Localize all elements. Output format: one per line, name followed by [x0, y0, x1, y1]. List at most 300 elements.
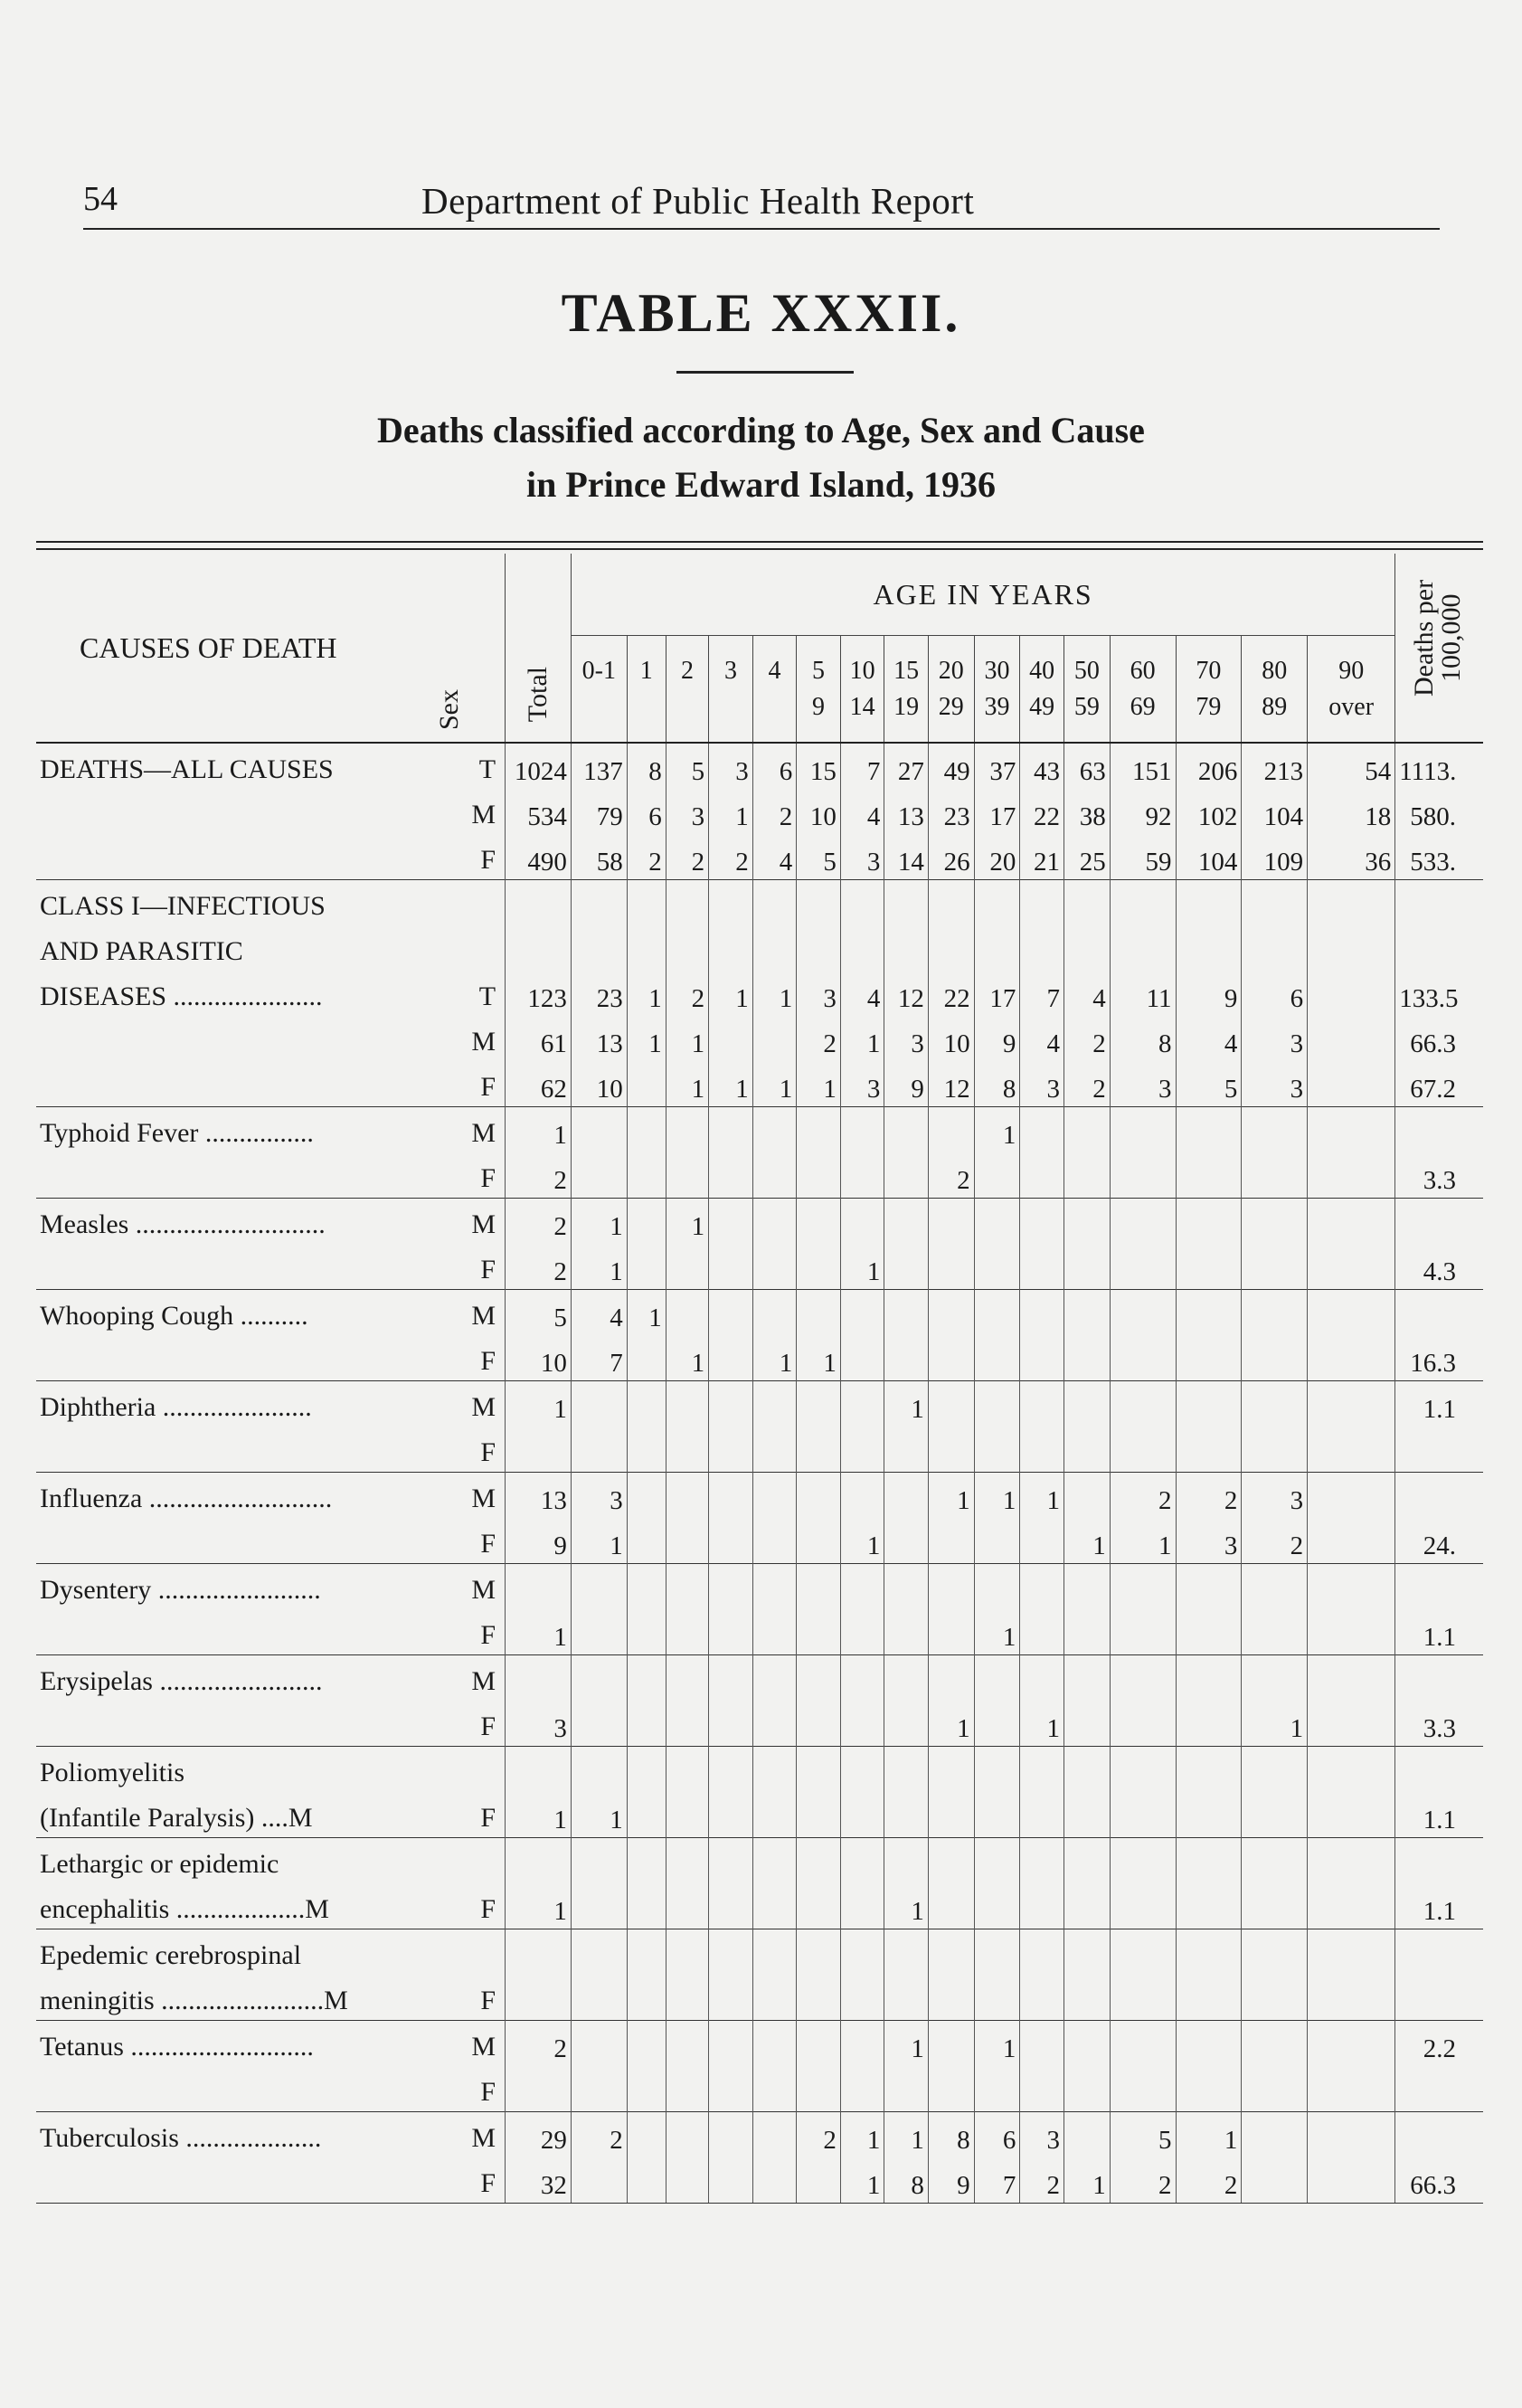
age-count-cell: 2 [1176, 1473, 1242, 1519]
sex-code: M [471, 2032, 496, 2062]
total-cell: 1 [506, 1883, 572, 1929]
age-count-cell [752, 2021, 797, 2067]
age-count-cell: 1 [571, 1199, 627, 1245]
sex-code: F [480, 1437, 496, 1467]
age-count-cell [627, 2066, 666, 2112]
table-row [36, 1929, 1483, 1976]
age-count-cell: 1 [884, 1883, 929, 1929]
age-count-cell [752, 1199, 797, 1245]
rate-cell: 66.3 [1395, 1016, 1483, 1061]
age-count-cell: 1 [928, 1473, 974, 1519]
table-subtitle-line-2: in Prince Edward Island, 1936 [526, 464, 996, 505]
cause-text: Poliomyelitis [40, 1758, 185, 1787]
age-bin-top: 90 [1338, 656, 1365, 685]
age-count-cell [1110, 1792, 1176, 1838]
age-bin-header [752, 636, 797, 744]
age-bin-header [666, 636, 708, 744]
age-count-cell [884, 1655, 929, 1702]
age-count-cell [571, 1655, 627, 1702]
total-cell: 1 [506, 1107, 572, 1153]
age-count-cell [666, 1381, 708, 1427]
age-count-cell [1176, 1244, 1242, 1290]
age-count-cell: 1 [752, 1335, 797, 1381]
age-count-cell [974, 1381, 1020, 1427]
age-count-cell: 4 [571, 1290, 627, 1336]
cause-label [36, 1655, 506, 1702]
age-count-cell [797, 1199, 841, 1245]
age-count-cell [797, 1929, 841, 1976]
age-count-cell: 8 [974, 1061, 1020, 1107]
age-count-cell: 36 [1308, 834, 1395, 880]
rate-cell: 66.3 [1395, 2157, 1483, 2204]
age-count-cell: 1 [840, 2112, 884, 2158]
table-row [36, 743, 1483, 789]
age-count-cell [752, 1929, 797, 1976]
age-count-cell: 92 [1110, 789, 1176, 834]
age-count-cell: 54 [1308, 743, 1395, 789]
age-count-cell [1242, 1564, 1308, 1610]
age-count-cell [666, 1290, 708, 1336]
rate-cell [1395, 1929, 1483, 1976]
age-bin-bottom: 69 [1130, 692, 1156, 721]
age-count-cell [797, 1655, 841, 1702]
total-cell [506, 1975, 572, 2021]
age-count-cell: 8 [627, 743, 666, 789]
age-count-cell [1064, 1609, 1110, 1655]
age-count-cell [571, 1107, 627, 1153]
age-count-cell: 17 [974, 789, 1020, 834]
sex-code: F [480, 2168, 496, 2198]
age-count-cell: 2 [666, 834, 708, 880]
age-count-cell: 59 [1110, 834, 1176, 880]
age-count-cell [571, 925, 627, 971]
age-count-cell [1064, 2112, 1110, 2158]
age-count-cell [928, 1792, 974, 1838]
cause-text: Dysentery ........................ [40, 1575, 321, 1605]
age-count-cell: 2 [666, 971, 708, 1016]
age-bin-top: 2 [680, 656, 694, 685]
age-count-cell [974, 1929, 1020, 1976]
age-count-cell [1110, 1199, 1176, 1245]
table-row [36, 1747, 1483, 1793]
age-count-cell: 1 [797, 1335, 841, 1381]
age-count-cell: 1 [884, 2021, 929, 2067]
age-count-cell [1020, 1290, 1064, 1336]
age-count-cell: 7 [571, 1335, 627, 1381]
age-count-cell: 9 [1176, 971, 1242, 1016]
age-count-cell [884, 2066, 929, 2112]
age-count-cell: 1 [840, 1016, 884, 1061]
age-count-cell: 1 [974, 1107, 1020, 1153]
age-count-cell [974, 925, 1020, 971]
age-count-cell [1110, 1838, 1176, 1884]
age-count-cell [974, 1655, 1020, 1702]
age-count-cell: 2 [752, 789, 797, 834]
age-count-cell [1110, 1381, 1176, 1427]
rate-cell: 4.3 [1395, 1244, 1483, 1290]
age-count-cell [571, 2157, 627, 2204]
age-count-cell [928, 1427, 974, 1473]
age-count-cell [974, 1701, 1020, 1747]
age-count-cell [928, 1883, 974, 1929]
age-count-cell: 3 [1242, 1473, 1308, 1519]
total-cell: 1 [506, 1609, 572, 1655]
age-count-cell: 3 [1242, 1061, 1308, 1107]
rate-cell: 1.1 [1395, 1792, 1483, 1838]
causes-of-death-header [36, 554, 506, 743]
age-count-cell [752, 1518, 797, 1564]
age-count-cell [666, 1655, 708, 1702]
cause-label [36, 2157, 506, 2204]
age-count-cell: 6 [974, 2112, 1020, 2158]
sex-code: M [471, 1484, 496, 1513]
age-count-cell: 3 [571, 1473, 627, 1519]
age-count-cell [1308, 880, 1395, 926]
age-count-cell [884, 925, 929, 971]
total-cell: 62 [506, 1061, 572, 1107]
age-count-cell [1064, 1838, 1110, 1884]
age-count-cell [752, 1655, 797, 1702]
age-count-cell: 6 [1242, 971, 1308, 1016]
age-count-cell [709, 1792, 753, 1838]
age-count-cell [1020, 925, 1064, 971]
age-count-cell: 1 [840, 1244, 884, 1290]
age-count-cell [797, 1883, 841, 1929]
age-count-cell: 2 [1110, 1473, 1176, 1519]
age-count-cell [1242, 1747, 1308, 1793]
age-count-cell [1110, 880, 1176, 926]
age-count-cell [1020, 1792, 1064, 1838]
age-count-cell [797, 1381, 841, 1427]
age-count-cell: 1 [709, 1061, 753, 1107]
age-count-cell [840, 1883, 884, 1929]
age-count-cell [884, 1564, 929, 1610]
age-count-cell [1242, 1199, 1308, 1245]
sex-code: F [480, 1620, 496, 1650]
age-count-cell [1308, 1929, 1395, 1976]
age-count-cell: 10 [928, 1016, 974, 1061]
age-count-cell: 1 [666, 1335, 708, 1381]
age-count-cell [1242, 1381, 1308, 1427]
age-count-cell [1020, 1747, 1064, 1793]
age-count-cell [840, 1290, 884, 1336]
rate-cell: 3.3 [1395, 1152, 1483, 1199]
sex-code: M [471, 1301, 496, 1331]
age-count-cell [840, 1655, 884, 1702]
total-cell [506, 1655, 572, 1702]
age-in-years-header: AGE IN YEARS [571, 554, 1394, 636]
age-count-cell [1308, 1655, 1395, 1702]
age-count-cell [1020, 1883, 1064, 1929]
age-count-cell [1064, 1655, 1110, 1702]
age-count-cell [1176, 1199, 1242, 1245]
age-count-cell [1020, 1335, 1064, 1381]
total-label: Total [523, 666, 553, 722]
age-count-cell [1242, 2066, 1308, 2112]
age-count-cell [1308, 1747, 1395, 1793]
age-count-cell: 2 [1176, 2157, 1242, 2204]
age-bin-bottom: 59 [1073, 692, 1100, 721]
age-count-cell [666, 1609, 708, 1655]
age-count-cell: 79 [571, 789, 627, 834]
age-count-cell [1064, 1244, 1110, 1290]
age-count-cell [709, 1244, 753, 1290]
age-count-cell [709, 925, 753, 971]
age-count-cell: 2 [571, 2112, 627, 2158]
age-count-cell: 1 [627, 1290, 666, 1336]
rate-cell: 3.3 [1395, 1701, 1483, 1747]
rate-cell [1395, 1473, 1483, 1519]
age-count-cell [1308, 1518, 1395, 1564]
age-count-cell [666, 1152, 708, 1199]
age-count-cell [752, 1290, 797, 1336]
age-count-cell: 1 [974, 1473, 1020, 1519]
age-count-cell [1064, 1427, 1110, 1473]
table-row [36, 2157, 1483, 2204]
sex-code: F [480, 1255, 496, 1285]
age-count-cell [1242, 1152, 1308, 1199]
running-title: Department of Public Health Report [421, 180, 975, 222]
age-count-cell [884, 1107, 929, 1153]
age-count-cell [928, 1975, 974, 2021]
cause-label [36, 1473, 506, 1519]
age-count-cell [1110, 1975, 1176, 2021]
age-count-cell [840, 1199, 884, 1245]
age-count-cell [1064, 1564, 1110, 1610]
table-row [36, 834, 1483, 880]
total-cell: 29 [506, 2112, 572, 2158]
rate-cell: 1.1 [1395, 1609, 1483, 1655]
age-count-cell [1308, 1473, 1395, 1519]
rate-cell [1395, 2066, 1483, 2112]
table-row [36, 1473, 1483, 1519]
age-count-cell [571, 1564, 627, 1610]
age-count-cell: 1 [840, 2157, 884, 2204]
rate-cell: 2.2 [1395, 2021, 1483, 2067]
age-count-cell [974, 2066, 1020, 2112]
age-count-cell [709, 1655, 753, 1702]
cause-label [36, 1107, 506, 1153]
cause-label [36, 2112, 506, 2158]
age-count-cell [884, 1473, 929, 1519]
cause-text: Tuberculosis .................... [40, 2123, 322, 2153]
age-count-cell [627, 1199, 666, 1245]
age-bin-top: 0-1 [581, 656, 616, 685]
age-bin-bottom [572, 689, 627, 725]
age-count-cell [1064, 1975, 1110, 2021]
table-row [36, 1564, 1483, 1610]
age-count-cell [752, 1381, 797, 1427]
cause-text: meningitis ........................M [40, 1986, 348, 2015]
age-count-cell [928, 1747, 974, 1793]
rate-cell [1395, 1838, 1483, 1884]
age-count-cell [1020, 1975, 1064, 2021]
age-count-cell [974, 880, 1020, 926]
age-count-cell [752, 1473, 797, 1519]
age-count-cell: 23 [928, 789, 974, 834]
age-count-cell [709, 1747, 753, 1793]
age-count-cell: 3 [709, 743, 753, 789]
age-count-cell: 8 [1110, 1016, 1176, 1061]
cause-text: CLASS I—INFECTIOUS [40, 891, 326, 921]
age-count-cell [1110, 2066, 1176, 2112]
age-count-cell [1064, 1381, 1110, 1427]
age-bin-bottom [753, 689, 797, 725]
age-count-cell: 1 [1064, 1518, 1110, 1564]
age-count-cell [1064, 2066, 1110, 2112]
table-row [36, 1609, 1483, 1655]
total-cell [506, 880, 572, 926]
cause-label [36, 1838, 506, 1884]
age-bin-header [709, 636, 753, 744]
age-count-cell: 104 [1176, 834, 1242, 880]
table-row [36, 971, 1483, 1016]
age-bin-bottom: 39 [984, 692, 1010, 721]
age-count-cell [840, 880, 884, 926]
total-cell: 5 [506, 1290, 572, 1336]
sex-header [434, 689, 465, 743]
age-count-cell [928, 925, 974, 971]
age-count-cell [928, 1518, 974, 1564]
cause-label [36, 1199, 506, 1245]
age-count-cell [797, 1701, 841, 1747]
age-bin-header [840, 636, 884, 744]
age-count-cell [666, 1747, 708, 1793]
age-count-cell [1176, 1701, 1242, 1747]
age-count-cell [627, 1335, 666, 1381]
age-count-cell [752, 1107, 797, 1153]
table-top-rule-2 [36, 548, 1483, 550]
table-row [36, 1792, 1483, 1838]
age-count-cell [928, 2021, 974, 2067]
age-count-cell [709, 1609, 753, 1655]
total-cell: 10 [506, 1335, 572, 1381]
sex-code: M [471, 1575, 496, 1605]
page-number: 54 [83, 180, 118, 218]
age-count-cell [709, 2157, 753, 2204]
age-count-cell [709, 1975, 753, 2021]
age-count-cell: 7 [974, 2157, 1020, 2204]
sex-code: F [480, 1711, 496, 1741]
total-cell: 2 [506, 2021, 572, 2067]
rate-cell [1395, 1655, 1483, 1702]
age-count-cell [709, 1427, 753, 1473]
age-count-cell [797, 2157, 841, 2204]
age-count-cell [709, 2066, 753, 2112]
age-count-cell [1020, 1518, 1064, 1564]
age-bin-top: 15 [893, 656, 920, 685]
age-count-cell [752, 2112, 797, 2158]
age-count-cell [666, 2021, 708, 2067]
age-count-cell [1308, 1838, 1395, 1884]
age-count-cell [666, 1564, 708, 1610]
age-count-cell: 1 [709, 971, 753, 1016]
total-cell: 2 [506, 1152, 572, 1199]
age-count-cell [752, 1244, 797, 1290]
age-bin-header [1176, 636, 1242, 744]
age-count-cell [752, 1152, 797, 1199]
cause-label [36, 1975, 506, 2021]
deaths-per-100000-header [1395, 554, 1483, 743]
age-count-cell [627, 1244, 666, 1290]
age-count-cell [1020, 1427, 1064, 1473]
cause-text: Tetanus ........................... [40, 2032, 314, 2062]
table-row [36, 1655, 1483, 1702]
age-count-cell [840, 1838, 884, 1884]
sex-code: F [480, 1803, 496, 1833]
age-count-cell [1110, 925, 1176, 971]
age-count-cell: 3 [1110, 1061, 1176, 1107]
age-count-cell [884, 1290, 929, 1336]
rate-cell: 1113. [1395, 743, 1483, 789]
total-cell [506, 1929, 572, 1976]
age-bin-top: 40 [1029, 656, 1055, 685]
age-count-cell [797, 2066, 841, 2112]
age-count-cell [1308, 1107, 1395, 1153]
age-count-cell [1176, 1381, 1242, 1427]
total-cell: 490 [506, 834, 572, 880]
age-count-cell [1020, 1244, 1064, 1290]
age-count-cell [1308, 1883, 1395, 1929]
age-count-cell [666, 1518, 708, 1564]
age-count-cell: 1 [571, 1244, 627, 1290]
cause-label [36, 1061, 506, 1107]
age-count-cell: 2 [928, 1152, 974, 1199]
total-cell [506, 1838, 572, 1884]
age-count-cell: 18 [1308, 789, 1395, 834]
cause-text: Whooping Cough .......... [40, 1301, 308, 1331]
age-count-cell [1064, 1152, 1110, 1199]
age-count-cell [627, 1701, 666, 1747]
age-count-cell [884, 1335, 929, 1381]
age-count-cell [797, 1792, 841, 1838]
age-count-cell [1308, 1199, 1395, 1245]
age-bin-bottom: 14 [849, 692, 875, 721]
age-count-cell [1020, 1609, 1064, 1655]
age-count-cell: 1 [974, 1609, 1020, 1655]
age-count-cell [627, 1473, 666, 1519]
age-count-cell [797, 1838, 841, 1884]
cause-label [36, 1609, 506, 1655]
age-count-cell [1242, 925, 1308, 971]
sex-code: F [480, 1894, 496, 1924]
age-count-cell [797, 1107, 841, 1153]
age-count-cell [752, 1883, 797, 1929]
cause-label [36, 1929, 506, 1976]
total-header [506, 554, 572, 743]
age-count-cell: 4 [1176, 1016, 1242, 1061]
age-count-cell [840, 1473, 884, 1519]
age-count-cell [1176, 1655, 1242, 1702]
age-count-cell [1176, 1152, 1242, 1199]
age-count-cell: 2 [1242, 1518, 1308, 1564]
age-count-cell: 1 [752, 971, 797, 1016]
age-count-cell [571, 1929, 627, 1976]
age-count-cell: 4 [1064, 971, 1110, 1016]
age-count-cell [571, 1152, 627, 1199]
cause-label [36, 1244, 506, 1290]
age-count-cell [627, 1975, 666, 2021]
age-count-cell [1110, 1609, 1176, 1655]
age-count-cell [797, 1518, 841, 1564]
age-count-cell [571, 1838, 627, 1884]
age-count-cell: 1 [666, 1199, 708, 1245]
age-count-cell [627, 1838, 666, 1884]
age-count-cell: 3 [840, 1061, 884, 1107]
cause-label [36, 1701, 506, 1747]
age-count-cell [1242, 1883, 1308, 1929]
table-row [36, 1016, 1483, 1061]
